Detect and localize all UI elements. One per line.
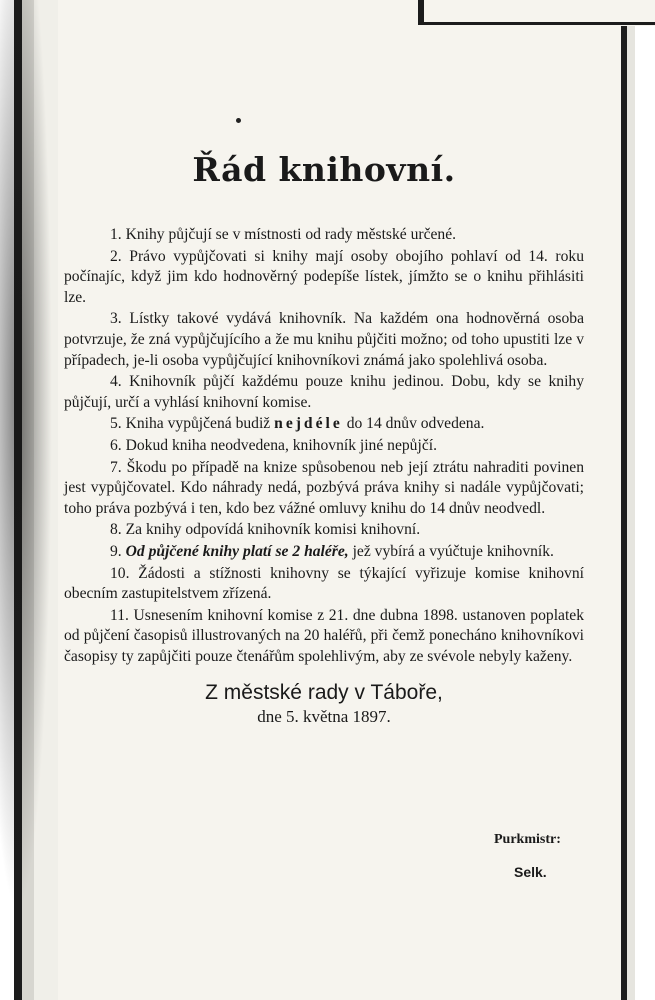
rule-9-number: 9. <box>110 542 122 560</box>
rule-9 <box>64 542 584 563</box>
rule-5-end: do 14 dnův odvedena. <box>346 415 485 433</box>
rule-4: 4. Knihovník půjčí každému pouze knihu jedinou. Dobu, kdy se knihy půjčují, určí a vyhlásí knihovní komise. <box>64 373 584 411</box>
ink-dot <box>236 118 241 123</box>
mayor-title: Purkmistr: <box>494 832 561 847</box>
rule-5-emphasis: nejdéle <box>274 415 343 433</box>
rule-9-end: jež vybírá a vyúčtuje knihovník. <box>352 542 554 560</box>
rule-3: 3. Lístky takové vydává knihovník. Na každém ona hodnověrná osoba potvrzuje, že zná vypůjčujícího a že mu knihu půjčiti možno; od toho upustiti lze v případech, je-li osoba vypůjčující knihovníkovi známá jako spolehlivá osoba. <box>64 310 584 369</box>
rule-7: 7. Škodu po případě na knize spůsobenou neb její ztrátu nahraditi povinen jest vypůjčovatel. Kdo náhrady nedá, pozbývá práva knihy si nadále vypůjčovati; toho práva pozbývá i ten, kdo bez vážné omluvy knihu do 14 dnův neodvedl. <box>64 458 584 517</box>
rule-6: 6. Dokud kniha neodvedena, knihovník jiné nepůjčí. <box>110 436 437 454</box>
date-line: dne 5. května 1897. <box>257 707 391 727</box>
rule-8: 8. Za knihy odpovídá knihovník komisi knihovní. <box>110 521 421 539</box>
scan-edge-mark <box>418 0 424 24</box>
rule-5 <box>64 414 584 435</box>
rule-10: 10. Žádosti a stížnosti knihovny se týkající vyřizuje komise knihovní obecním zastupitelstvem zřízená. <box>64 564 584 603</box>
rule-1: 1. Knihy půjčují se v místnosti od rady městské určené. <box>110 226 457 243</box>
scan-shadow-left <box>0 0 58 1000</box>
signoff: Z městské rady v Táboře, <box>205 681 443 705</box>
rule-2: 2. Právo vypůjčovati si knihy mají osoby obojího pohlaví od 14. roku počínajíc, když jim kdo hodnověrný podepíše lístek, jímžto se o knihu přihlásiti lze. <box>64 247 584 306</box>
rule-5-start: 5. Kniha vypůjčená budiž <box>110 415 271 433</box>
scan-shadow-right <box>621 26 655 1000</box>
rule-9-emphasis: Od půjčené knihy platí se 2 haléře, <box>125 542 349 560</box>
mayor-name: Selk. <box>514 864 547 880</box>
document-page <box>64 150 584 727</box>
mayor-signature-block <box>494 832 604 880</box>
scan-edge-line <box>418 22 655 25</box>
rule-11: 11. Usnesením knihovní komise z 21. dne dubna 1898. ustanoven poplatek od půjčení časopisů illustrovaných na 20 haléřů, při čemž ponecháno knihovníkovi časopisy ty zapůjčiti pouze čtenářům spolehlivým, aby ze svévole nebyly kaženy. <box>64 606 584 665</box>
page-title: Řád knihovní. <box>192 150 456 189</box>
